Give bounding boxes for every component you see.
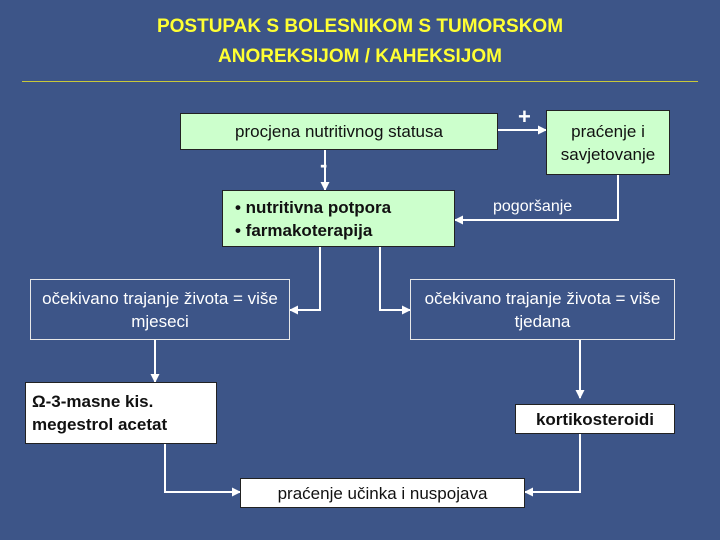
node-corticosteroids-label: kortikosteroidi: [535, 409, 655, 429]
node-life-expectancy-months: [30, 279, 290, 340]
node-life-expectancy-months-label: očekivano trajanje života = više mjeseci: [42, 288, 278, 331]
node-life-expectancy-weeks: [410, 279, 675, 340]
node-corticosteroids: [515, 404, 675, 434]
edge-label-minus: -: [320, 152, 328, 177]
node-omega-megestrol: [25, 382, 217, 444]
edge-label-plus: +: [518, 104, 531, 129]
edge-support-to-months: [290, 247, 320, 310]
title-line-1: POSTUPAK S BOLESNIKOM S TUMORSKOM: [156, 16, 564, 37]
node-omega-line-1: Ω-3-masne kis.: [32, 392, 154, 411]
node-monitor-effects: [240, 478, 525, 508]
edge-corticosteroids-to-monitor: [525, 434, 580, 492]
edge-label-worsening: pogoršanje: [493, 198, 573, 215]
node-life-expectancy-weeks-label: očekivano trajanje života = više tjedana: [424, 288, 661, 331]
node-support-therapy: [222, 190, 455, 247]
edge-support-to-weeks: [380, 247, 410, 310]
node-monitoring-counseling: [546, 110, 670, 175]
support-item-pharmacotherapy: • farmakoterapija: [235, 220, 373, 240]
node-nutrition-assessment-label: procjena nutritivnog statusa: [235, 122, 443, 141]
node-nutrition-assessment: [180, 113, 498, 150]
title-line-2: ANOREKSIJOM / KAHEKSIJOM: [218, 46, 502, 67]
node-monitoring-counseling-label: praćenje i savjetovanje: [560, 121, 656, 164]
edge-omega-to-monitor: [165, 444, 240, 492]
node-monitor-effects-label: praćenje učinka i nuspojava: [277, 483, 488, 503]
node-omega-line-2: megestrol acetat: [32, 415, 168, 434]
support-item-nutrition: • nutritivna potpora: [235, 197, 392, 217]
